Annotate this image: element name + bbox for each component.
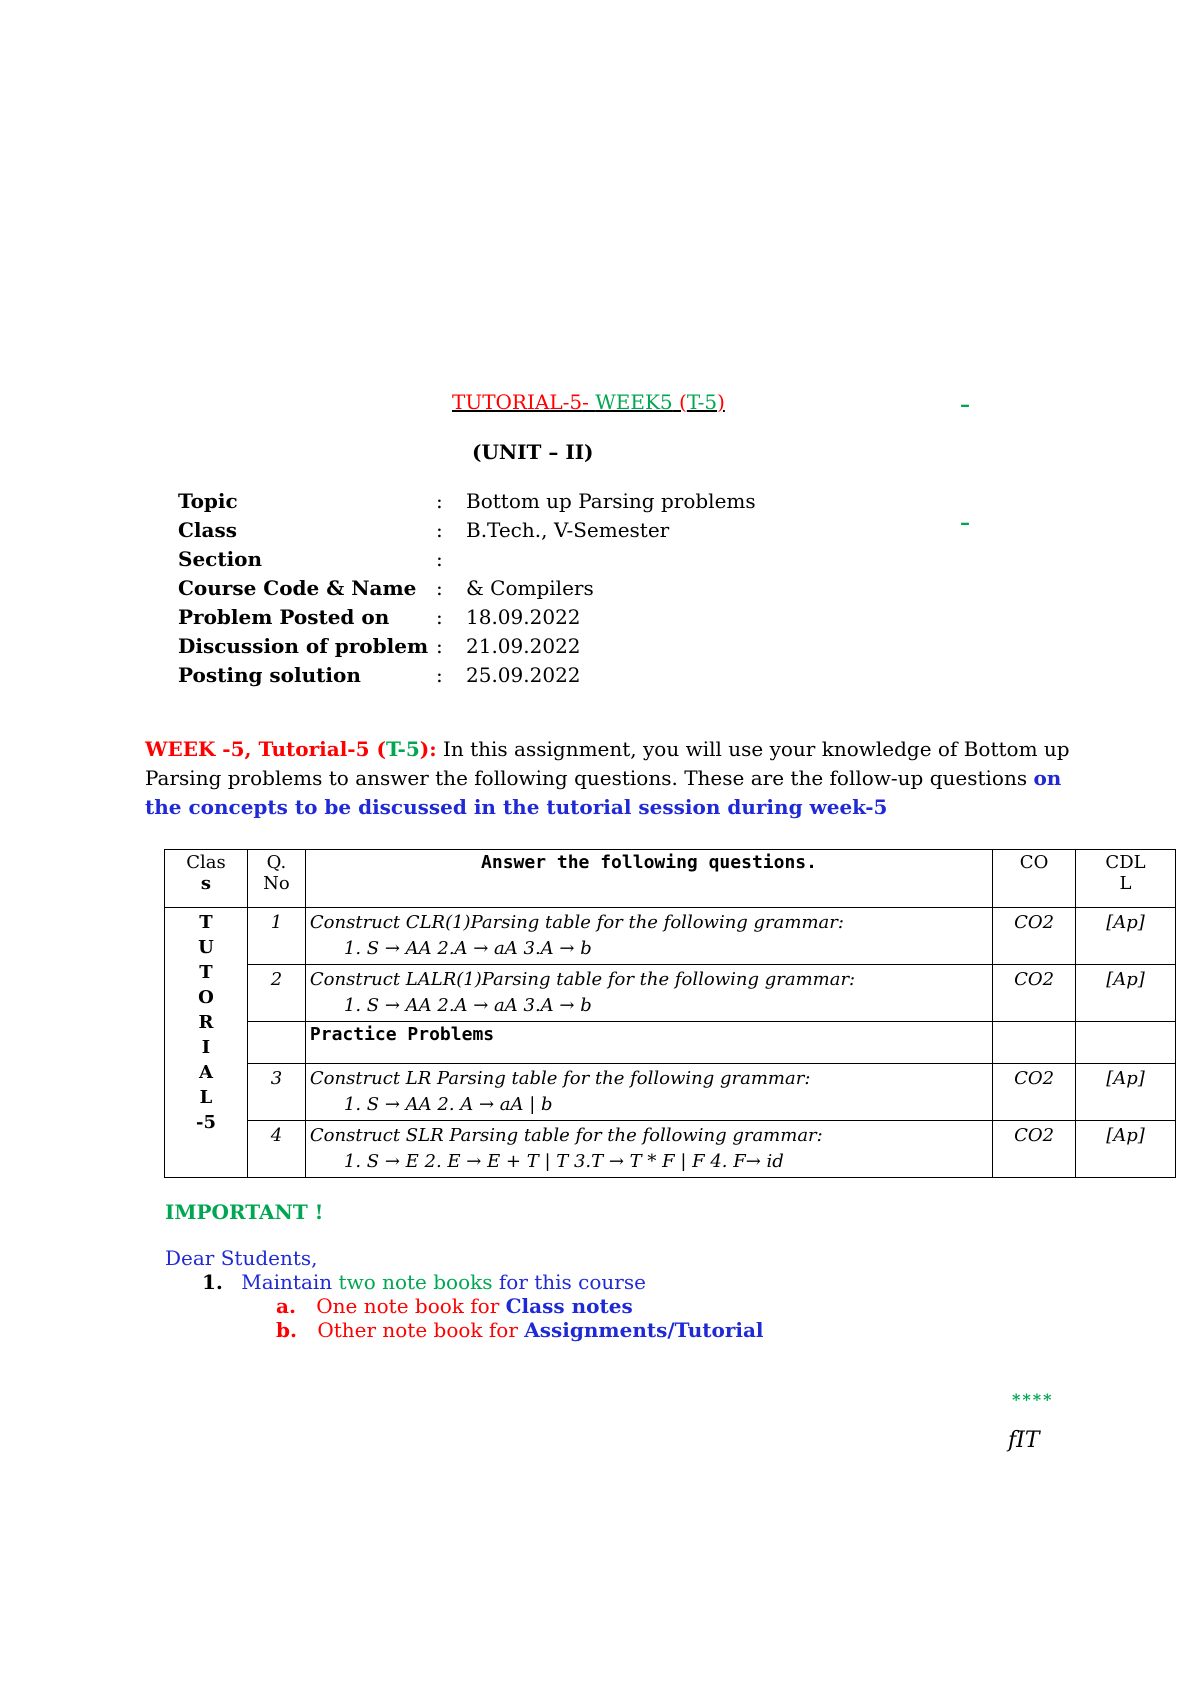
question-number: 1: [247, 908, 305, 965]
empty-cell: [993, 1022, 1076, 1064]
info-value-posted: 18.09.2022: [466, 605, 581, 629]
empty-cell: [1076, 1022, 1176, 1064]
side-letter: -5: [195, 1112, 216, 1133]
co-cell: CO2: [993, 965, 1076, 1022]
dear-students: Dear Students,: [165, 1246, 318, 1270]
practice-problems-heading: Practice Problems: [305, 1022, 992, 1064]
footer-stars: ****: [1012, 1390, 1054, 1409]
questions-table: [164, 849, 1176, 1178]
info-colon: :: [436, 518, 443, 542]
side-letter: A: [198, 1062, 213, 1083]
info-label-topic: Topic: [178, 489, 238, 513]
co-cell: CO2: [993, 1064, 1076, 1121]
table-row: [165, 1121, 1176, 1178]
note-sub-bold: Assignments/Tutorial: [524, 1318, 764, 1342]
title-week: WEEK5: [595, 390, 673, 414]
question-number: 3: [247, 1064, 305, 1121]
info-label-section: Section: [178, 547, 263, 571]
question-number: 4: [247, 1121, 305, 1178]
note-item-text: Maintain: [241, 1270, 339, 1294]
cdl-cell: [Ap]: [1076, 908, 1176, 965]
intro-paren: ):: [419, 737, 437, 761]
header-cdl-line: CDL: [1105, 852, 1146, 873]
question-text: Construct SLR Parsing table for the following grammar:: [309, 1125, 823, 1146]
side-letter: U: [198, 937, 214, 958]
intro-t5: T-5: [385, 737, 420, 761]
info-colon: :: [436, 489, 443, 513]
question-number: 2: [247, 965, 305, 1022]
note-item-1: [202, 1270, 646, 1294]
side-letter: O: [198, 987, 214, 1008]
info-label-discussion: Discussion of problem: [178, 634, 429, 658]
question-cell: [305, 1121, 992, 1178]
note-sub-text: One note book for: [316, 1294, 506, 1318]
note-item-text: two note books: [338, 1270, 493, 1294]
header-cdl-line: L: [1119, 873, 1132, 894]
title-sep2: (: [672, 390, 687, 414]
header-co: CO: [993, 850, 1076, 908]
header-class-line: s: [200, 873, 212, 894]
info-colon: :: [436, 663, 443, 687]
unit-label: (UNIT – II): [472, 440, 594, 464]
table-row: [165, 965, 1176, 1022]
info-colon: :: [436, 605, 443, 629]
side-letter: L: [199, 1087, 213, 1108]
note-sub-b: [276, 1318, 764, 1342]
intro-line-1: [145, 735, 1070, 764]
info-label-solution: Posting solution: [178, 663, 361, 687]
dash-mark-2: –: [960, 510, 970, 534]
title-sep3: ): [717, 390, 725, 414]
header-class-line: Clas: [186, 852, 226, 873]
table-row: [165, 908, 1176, 965]
table-header-row: [165, 850, 1176, 908]
info-value-discussion: 21.09.2022: [466, 634, 581, 658]
info-colon: :: [436, 576, 443, 600]
question-productions: 1. S → E 2. E → E + T | T 3.T → T * F | F 4. F→ id: [343, 1151, 784, 1172]
info-colon: :: [436, 634, 443, 658]
header-qno: [247, 850, 305, 908]
header-qno-line: No: [263, 873, 290, 894]
intro-line-2: [145, 764, 1061, 793]
side-letter: T: [199, 912, 213, 933]
co-cell: CO2: [993, 908, 1076, 965]
table-row-practice: [165, 1022, 1176, 1064]
info-label-course: Course Code & Name: [178, 576, 417, 600]
question-cell: [305, 965, 992, 1022]
question-productions: 1. S → AA 2. A → aA | b: [343, 1094, 553, 1115]
cdl-cell: [Ap]: [1076, 1064, 1176, 1121]
question-text: Construct LR Parsing table for the following grammar:: [309, 1068, 811, 1089]
note-sub-text: Other note book for: [317, 1318, 525, 1342]
title-tutorial: TUTORIAL-5: [452, 390, 583, 414]
question-productions: 1. S → AA 2.A → aA 3.A → b: [343, 938, 592, 959]
side-label-tutorial: [165, 908, 248, 1178]
co-cell: CO2: [993, 1121, 1076, 1178]
info-value-course: & Compilers: [466, 576, 594, 600]
intro-text-1: In this assignment, you will use your knowledge of Bottom up: [436, 737, 1070, 761]
question-text: Construct CLR(1)Parsing table for the following grammar:: [309, 912, 844, 933]
intro-text-2-blue: on: [1033, 766, 1062, 790]
intro-line-3: the concepts to be discussed in the tutorial session during week-5: [145, 795, 888, 819]
note-sub-label: a.: [276, 1294, 296, 1318]
info-label-posted: Problem Posted on: [178, 605, 390, 629]
footer-signature: fIT: [1008, 1428, 1040, 1453]
side-letter: R: [198, 1012, 214, 1033]
header-main: Answer the following questions.: [305, 850, 992, 908]
info-value-topic: Bottom up Parsing problems: [466, 489, 756, 513]
header-qno-line: Q.: [266, 852, 287, 873]
info-label-class: Class: [178, 518, 237, 542]
note-item-text: for this course: [492, 1270, 646, 1294]
question-text: Construct LALR(1)Parsing table for the following grammar:: [309, 969, 856, 990]
side-letter: I: [201, 1037, 211, 1058]
table-row: [165, 1064, 1176, 1121]
note-sub-bold: Class notes: [505, 1294, 633, 1318]
intro-paren: (: [369, 737, 386, 761]
cdl-cell: [Ap]: [1076, 965, 1176, 1022]
note-sub-label: b.: [276, 1318, 297, 1342]
title-t5: T-5: [686, 390, 718, 414]
empty-cell: [247, 1022, 305, 1064]
question-cell: [305, 1064, 992, 1121]
note-item-number: 1.: [202, 1270, 223, 1294]
intro-text-2: Parsing problems to answer the following questions. These are the follow-up questions: [145, 766, 1034, 790]
important-heading: IMPORTANT !: [165, 1200, 324, 1224]
header-cdl: [1076, 850, 1176, 908]
info-colon: :: [436, 547, 443, 571]
dash-mark-1: –: [960, 392, 970, 416]
header-class: [165, 850, 248, 908]
side-letter: T: [199, 962, 213, 983]
page-title: [452, 390, 725, 414]
info-value-solution: 25.09.2022: [466, 663, 581, 687]
cdl-cell: [Ap]: [1076, 1121, 1176, 1178]
title-sep: -: [582, 390, 596, 414]
note-sub-a: [276, 1294, 633, 1318]
info-value-class: B.Tech., V-Semester: [466, 518, 670, 542]
question-cell: [305, 908, 992, 965]
intro-week-label: WEEK -5, Tutorial-5: [145, 737, 370, 761]
question-productions: 1. S → AA 2.A → aA 3.A → b: [343, 995, 592, 1016]
